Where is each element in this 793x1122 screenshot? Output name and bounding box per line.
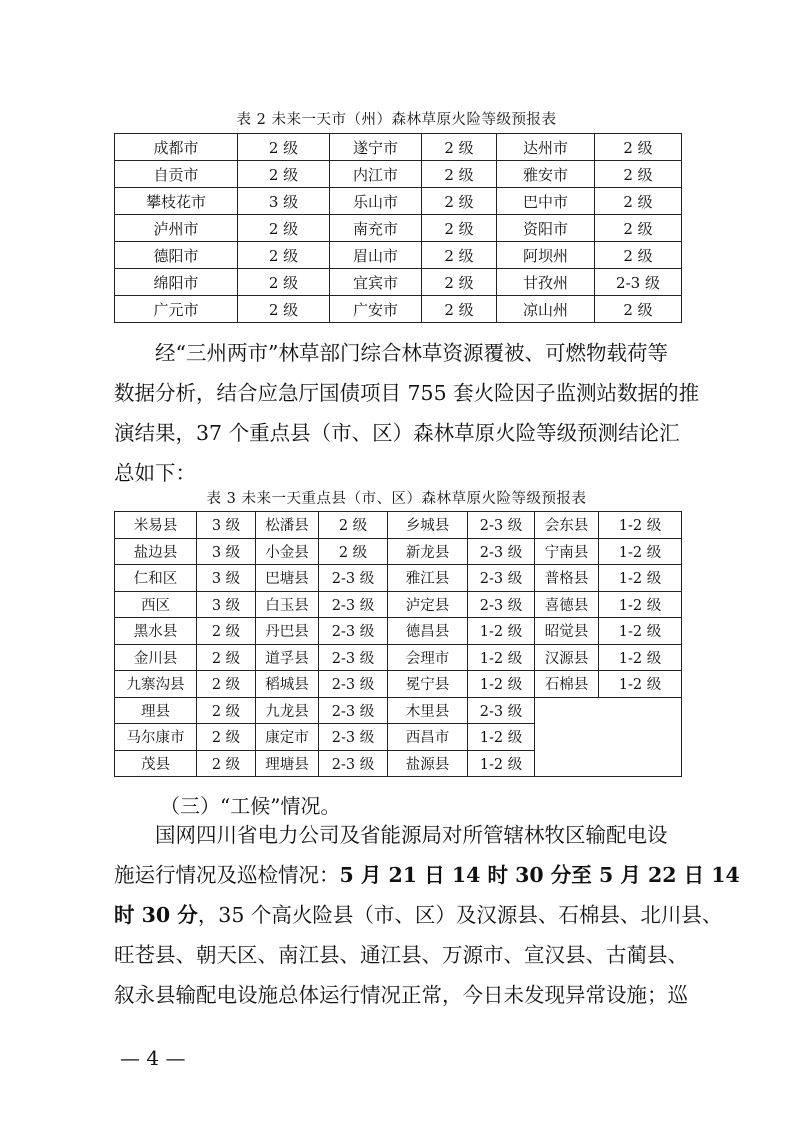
table-row xyxy=(115,188,682,215)
risk-level-cell: 2 级 xyxy=(595,215,682,242)
table-row xyxy=(115,512,682,539)
risk-level-cell: 1-2 级 xyxy=(599,591,682,618)
risk-level-cell: 2 级 xyxy=(422,215,497,242)
risk-level-cell: 2 级 xyxy=(422,134,497,161)
risk-level-cell: 2 级 xyxy=(238,296,330,323)
risk-level-cell: 1-2 级 xyxy=(468,750,535,777)
risk-level-cell: 1-2 级 xyxy=(468,724,535,751)
risk-level-cell: 2 级 xyxy=(197,697,256,724)
region-name-cell: 资阳市 xyxy=(497,215,595,242)
region-name-cell: 德阳市 xyxy=(115,242,238,269)
region-name-cell: 盐边县 xyxy=(115,538,197,565)
risk-level-cell: 2 级 xyxy=(422,242,497,269)
paragraph-text: ，35 个高火险县（市、区）及汉源县、石棉县、北川县、 xyxy=(197,903,723,927)
table-row xyxy=(115,296,682,323)
table-row xyxy=(115,697,682,724)
risk-level-cell: 2-3 级 xyxy=(319,724,388,751)
region-name-cell: 茂县 xyxy=(115,750,197,777)
region-name-cell: 宜宾市 xyxy=(330,269,422,296)
empty-cell xyxy=(535,697,682,777)
region-name-cell: 广安市 xyxy=(330,296,422,323)
paragraph-line: 演结果，37 个重点县（市、区）森林草原火险等级预测结论汇 xyxy=(114,421,680,445)
power-inspection-paragraph xyxy=(114,815,740,1015)
region-name-cell: 理县 xyxy=(115,697,197,724)
risk-level-cell: 2 级 xyxy=(238,161,330,188)
risk-level-cell: 3 级 xyxy=(197,565,256,592)
region-name-cell: 小金县 xyxy=(256,538,319,565)
region-name-cell: 泸定县 xyxy=(388,591,468,618)
table-row xyxy=(115,671,682,698)
region-name-cell: 白玉县 xyxy=(256,591,319,618)
risk-level-cell: 2 级 xyxy=(197,644,256,671)
risk-level-cell: 1-2 级 xyxy=(599,671,682,698)
risk-level-cell: 2-3 级 xyxy=(468,591,535,618)
region-name-cell: 丹巴县 xyxy=(256,618,319,645)
paragraph-line: 数据分析，结合应急厅国债项目 755 套火险因子监测站数据的推 xyxy=(114,381,700,405)
region-name-cell: 巴中市 xyxy=(497,188,595,215)
region-name-cell: 自贡市 xyxy=(115,161,238,188)
risk-level-cell: 1-2 级 xyxy=(599,565,682,592)
region-name-cell: 甘孜州 xyxy=(497,269,595,296)
risk-level-cell: 2 级 xyxy=(422,188,497,215)
region-name-cell: 道孚县 xyxy=(256,644,319,671)
risk-level-cell: 2 级 xyxy=(595,161,682,188)
region-name-cell: 会东县 xyxy=(535,512,599,539)
region-name-cell: 盐源县 xyxy=(388,750,468,777)
region-name-cell: 新龙县 xyxy=(388,538,468,565)
region-name-cell: 稻城县 xyxy=(256,671,319,698)
risk-level-cell: 2-3 级 xyxy=(319,565,388,592)
region-name-cell: 仁和区 xyxy=(115,565,197,592)
risk-level-cell: 2-3 级 xyxy=(595,269,682,296)
region-name-cell: 松潘县 xyxy=(256,512,319,539)
risk-level-cell: 3 级 xyxy=(238,188,330,215)
risk-level-cell: 2-3 级 xyxy=(468,565,535,592)
region-name-cell: 金川县 xyxy=(115,644,197,671)
page-number: — 4 — xyxy=(120,1046,186,1070)
region-name-cell: 昭觉县 xyxy=(535,618,599,645)
risk-level-cell: 2 级 xyxy=(595,242,682,269)
region-name-cell: 攀枝花市 xyxy=(115,188,238,215)
table-row xyxy=(115,618,682,645)
risk-level-cell: 2 级 xyxy=(319,512,388,539)
risk-level-cell: 2 级 xyxy=(422,161,497,188)
paragraph-line: 旺苍县、朝天区、南江县、通江县、万源市、宣汉县、古蔺县、 xyxy=(114,943,688,967)
risk-level-cell: 2-3 级 xyxy=(319,644,388,671)
table-row xyxy=(115,161,682,188)
risk-level-cell: 2 级 xyxy=(197,671,256,698)
risk-level-cell: 2 级 xyxy=(238,242,330,269)
risk-level-cell: 2 级 xyxy=(197,724,256,751)
table-row xyxy=(115,134,682,161)
risk-level-cell: 2 级 xyxy=(238,269,330,296)
table-row xyxy=(115,242,682,269)
region-name-cell: 阿坝州 xyxy=(497,242,595,269)
region-name-cell: 会理市 xyxy=(388,644,468,671)
paragraph-line: 总如下： xyxy=(114,461,196,485)
section-heading: （三）“工候”情况。 xyxy=(160,794,341,818)
region-name-cell: 九龙县 xyxy=(256,697,319,724)
paragraph-line xyxy=(114,855,740,895)
region-name-cell: 成都市 xyxy=(115,134,238,161)
region-name-cell: 内江市 xyxy=(330,161,422,188)
risk-level-cell: 1-2 级 xyxy=(468,671,535,698)
region-name-cell: 德昌县 xyxy=(388,618,468,645)
risk-level-cell: 2 级 xyxy=(595,296,682,323)
table-row xyxy=(115,538,682,565)
region-name-cell: 西区 xyxy=(115,591,197,618)
risk-level-cell: 1-2 级 xyxy=(599,538,682,565)
region-name-cell: 九寨沟县 xyxy=(115,671,197,698)
risk-level-cell: 2 级 xyxy=(197,750,256,777)
risk-level-cell: 1-2 级 xyxy=(468,644,535,671)
risk-level-cell: 2 级 xyxy=(319,538,388,565)
paragraph-line: 叙永县输配电设施总体运行情况正常，今日未发现异常设施；巡 xyxy=(114,983,688,1007)
risk-level-cell: 2-3 级 xyxy=(468,697,535,724)
analysis-paragraph xyxy=(114,333,700,493)
region-name-cell: 喜德县 xyxy=(535,591,599,618)
risk-level-cell: 2-3 级 xyxy=(468,512,535,539)
risk-level-cell: 3 级 xyxy=(197,512,256,539)
region-name-cell: 绵阳市 xyxy=(115,269,238,296)
risk-level-cell: 1-2 级 xyxy=(599,644,682,671)
table-row xyxy=(115,591,682,618)
table-row xyxy=(115,644,682,671)
risk-level-cell: 2-3 级 xyxy=(319,750,388,777)
region-name-cell: 理塘县 xyxy=(256,750,319,777)
risk-level-cell: 2-3 级 xyxy=(468,538,535,565)
region-name-cell: 米易县 xyxy=(115,512,197,539)
region-name-cell: 广元市 xyxy=(115,296,238,323)
region-name-cell: 凉山州 xyxy=(497,296,595,323)
city-fire-risk-table xyxy=(114,133,682,323)
region-name-cell: 马尔康市 xyxy=(115,724,197,751)
region-name-cell: 遂宁市 xyxy=(330,134,422,161)
risk-level-cell: 2-3 级 xyxy=(319,618,388,645)
risk-level-cell: 3 级 xyxy=(197,538,256,565)
region-name-cell: 宁南县 xyxy=(535,538,599,565)
region-name-cell: 冕宁县 xyxy=(388,671,468,698)
region-name-cell: 黑水县 xyxy=(115,618,197,645)
risk-level-cell: 2-3 级 xyxy=(319,591,388,618)
risk-level-cell: 2 级 xyxy=(197,618,256,645)
time-range-bold: 5 月 21 日 14 时 30 分至 5 月 22 日 14 xyxy=(339,863,740,887)
risk-level-cell: 3 级 xyxy=(197,591,256,618)
county-fire-risk-table xyxy=(114,511,682,777)
region-name-cell: 汉源县 xyxy=(535,644,599,671)
risk-level-cell: 1-2 级 xyxy=(599,618,682,645)
table-row xyxy=(115,565,682,592)
risk-level-cell: 1-2 级 xyxy=(468,618,535,645)
region-name-cell: 乐山市 xyxy=(330,188,422,215)
risk-level-cell: 2 级 xyxy=(238,215,330,242)
risk-level-cell: 2 级 xyxy=(595,188,682,215)
risk-level-cell: 2 级 xyxy=(238,134,330,161)
risk-level-cell: 1-2 级 xyxy=(599,512,682,539)
table-row xyxy=(115,269,682,296)
region-name-cell: 西昌市 xyxy=(388,724,468,751)
region-name-cell: 达州市 xyxy=(497,134,595,161)
paragraph-line: 经“三州两市”林草部门综合林草资源覆被、可燃物载荷等 xyxy=(155,341,668,365)
region-name-cell: 普格县 xyxy=(535,565,599,592)
region-name-cell: 巴塘县 xyxy=(256,565,319,592)
region-name-cell: 南充市 xyxy=(330,215,422,242)
region-name-cell: 乡城县 xyxy=(388,512,468,539)
paragraph-line xyxy=(114,895,723,935)
paragraph-line: 国网四川省电力公司及省能源局对所管辖林牧区输配电设 xyxy=(155,823,668,847)
risk-level-cell: 2-3 级 xyxy=(319,697,388,724)
risk-level-cell: 2 级 xyxy=(422,296,497,323)
region-name-cell: 雅江县 xyxy=(388,565,468,592)
region-name-cell: 木里县 xyxy=(388,697,468,724)
region-name-cell: 泸州市 xyxy=(115,215,238,242)
risk-level-cell: 2-3 级 xyxy=(319,671,388,698)
region-name-cell: 康定市 xyxy=(256,724,319,751)
table2-caption: 表 2 未来一天市（州）森林草原火险等级预报表 xyxy=(236,112,557,128)
table3-caption: 表 3 未来一天重点县（市、区）森林草原火险等级预报表 xyxy=(206,491,587,507)
table-row xyxy=(115,215,682,242)
paragraph-text: 施运行情况及巡检情况： xyxy=(114,863,340,887)
risk-level-cell: 2 级 xyxy=(422,269,497,296)
region-name-cell: 石棉县 xyxy=(535,671,599,698)
risk-level-cell: 2 级 xyxy=(595,134,682,161)
time-range-bold: 时 30 分 xyxy=(114,903,198,927)
region-name-cell: 眉山市 xyxy=(330,242,422,269)
region-name-cell: 雅安市 xyxy=(497,161,595,188)
